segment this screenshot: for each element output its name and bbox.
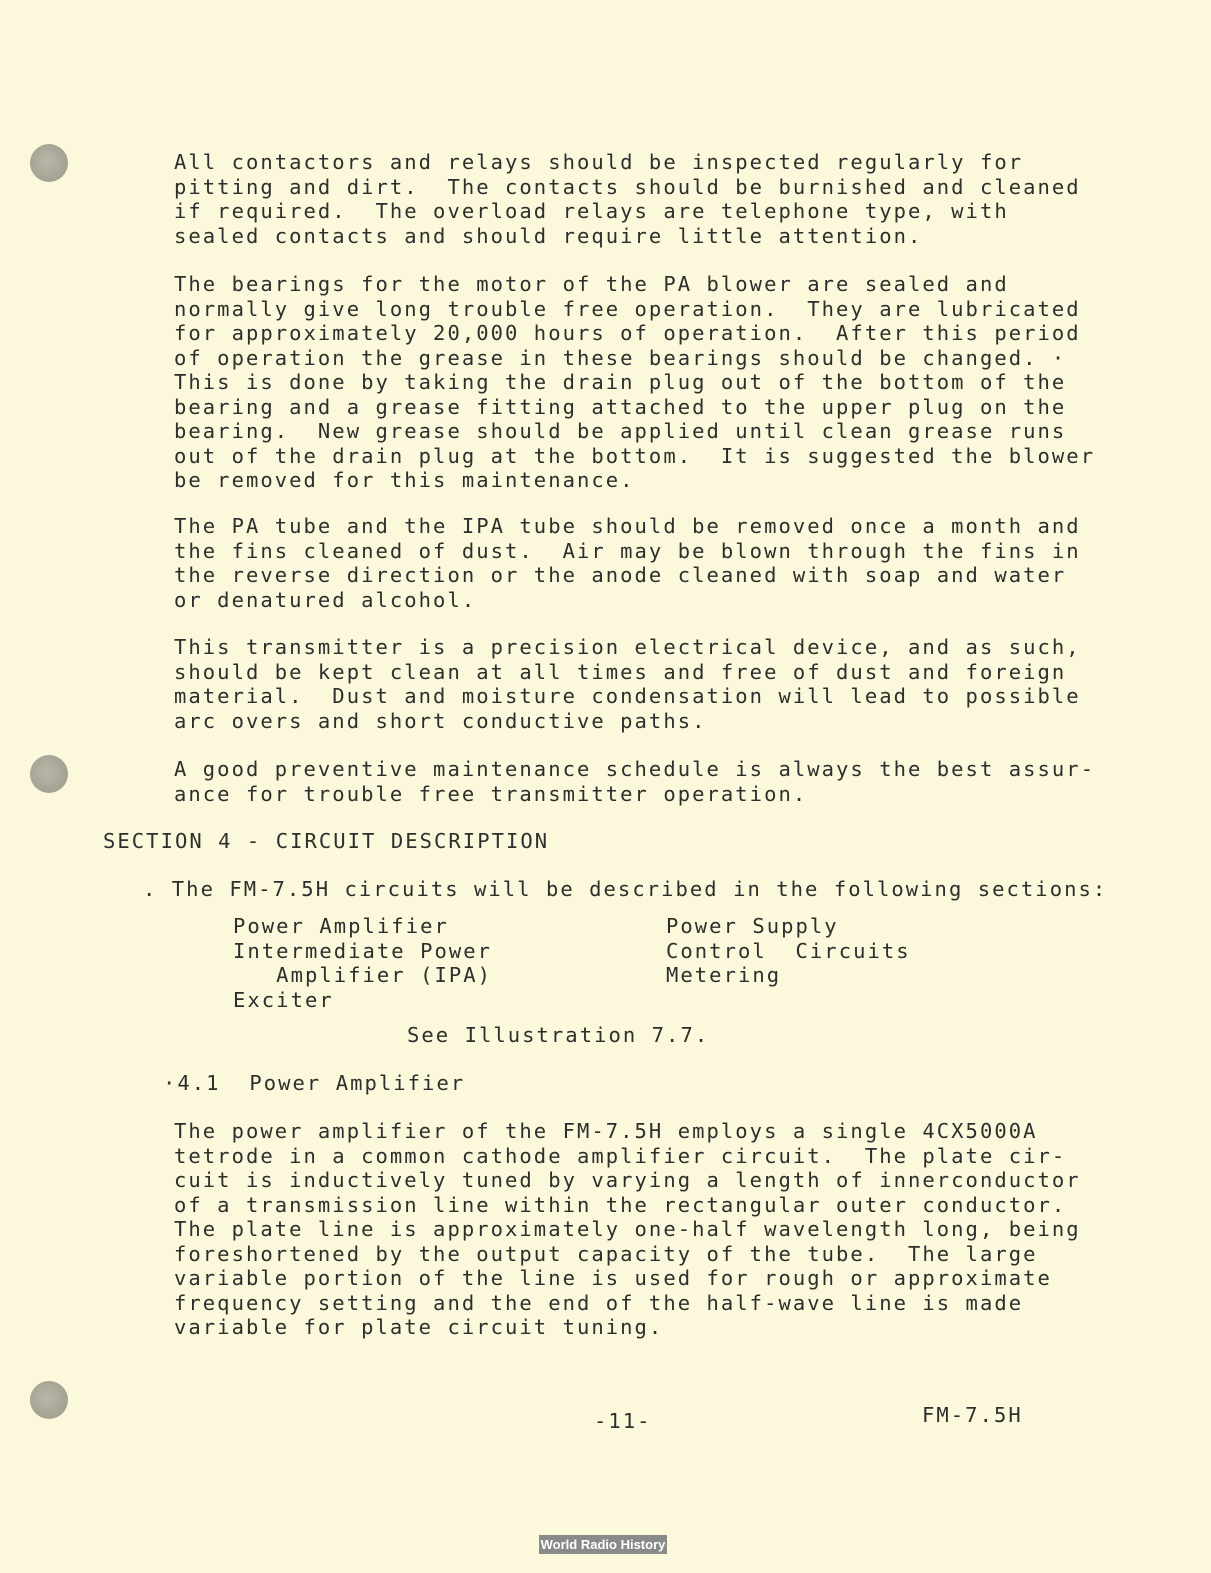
section-4-heading: SECTION 4 - CIRCUIT DESCRIPTION bbox=[103, 829, 550, 853]
punch-hole-middle bbox=[30, 755, 68, 793]
model-footer: FM-7.5H bbox=[922, 1403, 1023, 1427]
circuit-list-right: Power Supply Control Circuits Metering bbox=[666, 914, 911, 987]
section-4-intro: . The FM-7.5H circuits will be described in the following sections: bbox=[143, 877, 1108, 901]
paragraph-power-amplifier: The power amplifier of the FM-7.5H employs a single 4CX5000A tetrode in a common cathode amplifier circuit. The plate cir- cuit is inductively tuned by varying a length of innerconductor of a transmission line within the rectangular outer conductor. The plate line is approximately one-half wavelength long, being foreshortened by the output capacity of the tube. The large variable portion of the line is used for rough or approximate frequency setting and the end of the half-wave line is made variable for plate circuit tuning. bbox=[174, 1119, 1081, 1339]
circuit-list-left: Power Amplifier Intermediate Power Amplifier (IPA) Exciter bbox=[233, 914, 493, 1012]
subsection-4-1-heading: ·4.1 Power Amplifier bbox=[163, 1071, 466, 1095]
watermark-badge: World Radio History bbox=[540, 1537, 666, 1552]
paragraph-blower-bearings: The bearings for the motor of the PA blower are sealed and normally give long trouble free operation. They are lubricated for approximately 20,000 hours of operation. After this period of operation the grease in these bearings should be changed. · This is done by taking the drain plug out of the bottom of the bearing and a grease fitting attached to the upper plug on the bearing. New grease should be applied until clean grease runs out of the drain plug at the bottom. It is suggested the blower be removed for this maintenance. bbox=[174, 272, 1096, 492]
punch-hole-top bbox=[30, 144, 68, 182]
paragraph-keep-clean: This transmitter is a precision electrical device, and as such, should be kept clean at all times and free of dust and foreign material. Dust and moisture condensation will lead to possible arc overs and short conductive paths. bbox=[174, 635, 1081, 733]
paragraph-preventive-maintenance: A good preventive maintenance schedule is always the best assur- ance for trouble free transmitter operation. bbox=[174, 757, 1096, 806]
paragraph-tube-cleaning: The PA tube and the IPA tube should be removed once a month and the fins cleaned of dust. Air may be blown through the fins in the reverse direction or the anode cleaned with soap and water or denatured alcohol. bbox=[174, 514, 1081, 612]
punch-hole-bottom bbox=[30, 1381, 68, 1419]
page-number: -11- bbox=[594, 1409, 652, 1433]
see-illustration-note: See Illustration 7.7. bbox=[407, 1023, 710, 1047]
paragraph-contactors-relays: All contactors and relays should be inspected regularly for pitting and dirt. The contacts should be burnished and cleaned if required. The overload relays are telephone type, with sealed contacts and should require little attention. bbox=[174, 150, 1081, 248]
